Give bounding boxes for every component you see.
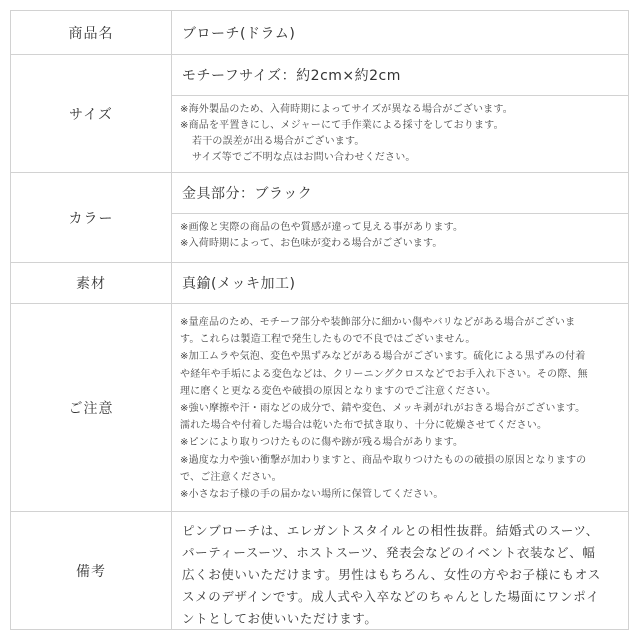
remarks-text bbox=[172, 512, 628, 638]
size-note: ※商品を平置きにし、メジャーにて手作業による採寸をしております。 bbox=[180, 120, 504, 131]
material-row bbox=[11, 262, 628, 303]
caution-cell bbox=[172, 304, 628, 511]
caution-note: 濡れた場合や付着した場合は乾いた布で拭き取り、十分に乾燥させてください。 bbox=[180, 420, 548, 432]
color-cell bbox=[172, 173, 628, 262]
caution-note: ※過度な力や強い衝撃が加わりますと、商品や取りつけたものの破損の原因となりますの bbox=[180, 454, 587, 466]
size-cell bbox=[172, 55, 628, 172]
size-note: 若干の誤差が出る場合がございます。 bbox=[192, 136, 365, 147]
size-row bbox=[11, 54, 628, 172]
caution-label: ご注意 bbox=[11, 304, 172, 511]
product-name-cell bbox=[172, 11, 628, 54]
color-value: 金具部分：ブラック bbox=[182, 186, 313, 202]
product-name-row bbox=[11, 11, 628, 54]
remarks-label: 備考 bbox=[11, 512, 172, 629]
caution-note: や経年や手垢による変色などは、クリーニングクロスなどでお手入れ下さい。その際、無 bbox=[180, 368, 588, 380]
remarks-cell bbox=[172, 512, 628, 629]
material-cell bbox=[172, 263, 628, 303]
size-note: ※海外製品のため、入荷時期によってサイズが異なる場合がございます。 bbox=[180, 104, 513, 115]
caution-notes bbox=[172, 304, 628, 507]
remarks-line: ントとしてお使いいただけます。 bbox=[182, 611, 378, 626]
size-notes bbox=[172, 95, 628, 172]
remarks-line: スメのデザインです。成人式や入卒などのちゃんとした場面にワンポイ bbox=[182, 589, 600, 604]
remarks-line: ピンブローチは、エレガントスタイルとの相性抜群。結婚式のスーツ、 bbox=[182, 523, 599, 538]
product-name-label: 商品名 bbox=[11, 11, 172, 54]
caution-note: ※小さなお子様の手の届かない場所に保管してください。 bbox=[180, 489, 444, 501]
color-row bbox=[11, 172, 628, 262]
remarks-line: パーティースーツ、ホストスーツ、発表会などのイベント衣装など、幅 bbox=[182, 545, 596, 560]
size-value: モチーフサイズ：約2cm×約2cm bbox=[182, 68, 401, 84]
caution-row bbox=[11, 303, 628, 511]
spec-table bbox=[10, 10, 629, 630]
caution-note: ※加工ムラや気泡、変色や黒ずみなどがある場合がございます。硫化による黒ずみの付着 bbox=[180, 351, 586, 363]
color-note: ※入荷時期によって、お色味が変わる場合がございます。 bbox=[180, 238, 443, 249]
remarks-row bbox=[11, 511, 628, 629]
caution-note: ※量産品のため、モチーフ部分や装飾部分に細かい傷やバリなどがある場合がございま bbox=[180, 317, 576, 328]
caution-note: ※ピンにより取りつけたものに傷や跡が残る場合があります。 bbox=[180, 437, 464, 449]
color-note: ※画像と実際の商品の色や質感が違って見える事があります。 bbox=[180, 222, 464, 233]
caution-note: 理に磨くと更なる変色や破損の原因となりますのでご注意ください。 bbox=[180, 385, 497, 397]
size-note: サイズ等でご不明な点はお問い合わせください。 bbox=[192, 152, 416, 163]
caution-note: ※強い摩擦や汗・雨などの成分で、錆や変色、メッキ剥がれがおきる場合がございます。 bbox=[180, 403, 586, 415]
size-label: サイズ bbox=[11, 55, 172, 172]
remarks-line: 広くお使いいただけます。男性はもちろん、女性の方やお子様にもオス bbox=[182, 567, 601, 582]
material-label: 素材 bbox=[11, 263, 172, 303]
caution-note: す。これらは製造工程で発生したもので不良ではございません。 bbox=[180, 334, 476, 346]
material-value: 真鍮(メッキ加工) bbox=[182, 276, 296, 292]
color-label: カラー bbox=[11, 173, 172, 262]
product-name-value: ブローチ(ドラム) bbox=[182, 25, 296, 42]
caution-note: で、ご注意ください。 bbox=[180, 471, 282, 483]
color-notes bbox=[172, 213, 628, 262]
